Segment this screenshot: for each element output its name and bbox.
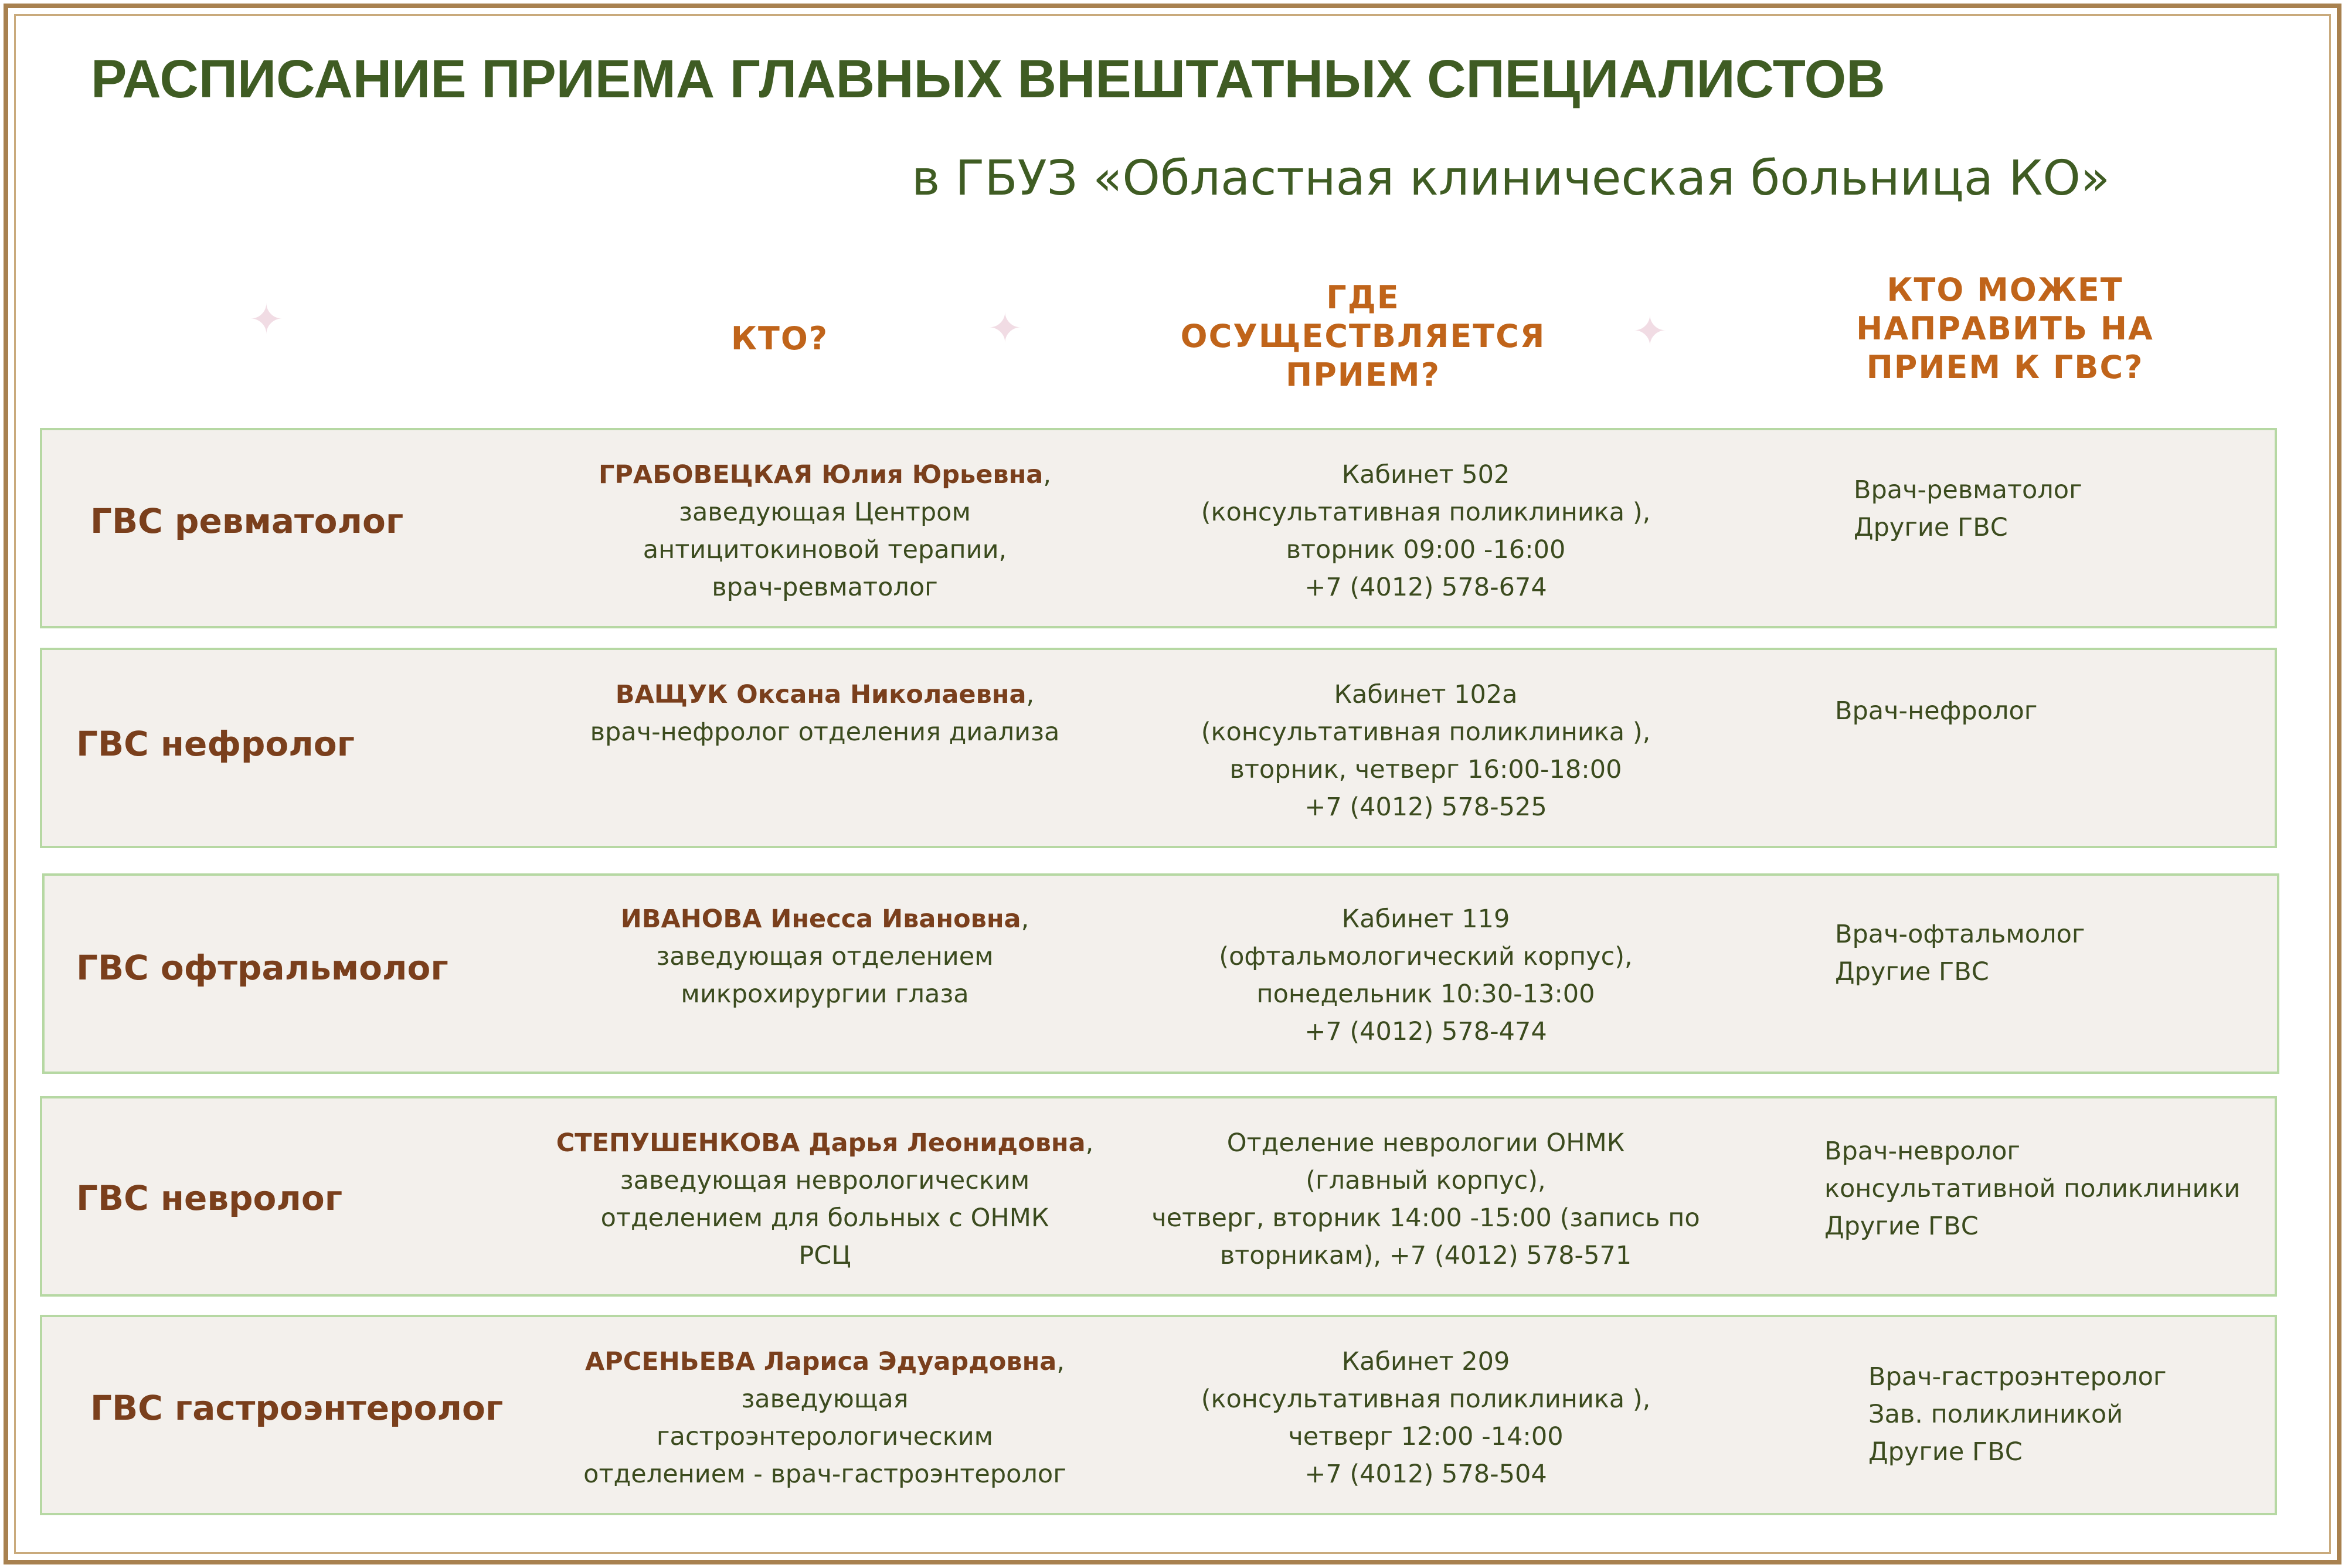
specialist-name: СТЕПУШЕНКОВА Дарья Леонидовна <box>556 1128 1086 1158</box>
specialist-info: СТЕПУШЕНКОВА Дарья Леонидовна, заведующая неврологическим отделением для больных с ОНМК РСЦ <box>556 1128 1094 1270</box>
specialist-role: ГВС нефролог <box>76 724 355 764</box>
column-header-where: ГДЕ ОСУЩЕСТВЛЯЕТСЯ ПРИЕМ? <box>1180 279 1546 393</box>
appointment-location: Отделение неврологии ОНМК (главный корпус), четверг, вторник 14:00 -15:00 (запись по вторникам), +7 (4012) 578-571 <box>1151 1128 1700 1270</box>
specialist-info: ВАЩУК Оксана Николаевна, врач-нефролог отделения диализа <box>590 680 1060 747</box>
specialist-role: ГВС ревматолог <box>90 501 404 541</box>
page-subtitle: в ГБУЗ «Областная клиническая больница КО» <box>912 151 2110 206</box>
referral-list: Врач-нефролог <box>1835 696 2038 726</box>
specialist-info: ГРАБОВЕЦКАЯ Юлия Юрьевна, заведующая Центром антицитокиновой терапии, врач-ревматолог <box>599 460 1051 602</box>
page-title: РАСПИСАНИЕ ПРИЕМА ГЛАВНЫХ ВНЕШТАТНЫХ СПЕЦИАЛИСТОВ <box>91 49 1885 109</box>
specialist-name: ИВАНОВА Инесса Ивановна <box>620 904 1021 934</box>
table-row <box>40 1096 2277 1297</box>
table-row <box>42 873 2279 1074</box>
sparkle-icon: ✦ <box>988 304 1022 352</box>
appointment-location: Кабинет 502 (консультативная поликлиника ), вторник 09:00 -16:00 +7 (4012) 578-674 <box>1201 460 1651 602</box>
referral-list: Врач-ревматолог Другие ГВС <box>1854 475 2082 542</box>
table-row <box>40 648 2277 848</box>
specialist-role: ГВС офтральмолог <box>76 948 448 988</box>
referral-list: Врач-офтальмолог Другие ГВС <box>1835 920 2085 987</box>
sparkle-icon: ✦ <box>249 295 284 343</box>
referral-list: Врач-гастроэнтеролог Зав. поликлиникой Другие ГВС <box>1868 1362 2167 1467</box>
appointment-location: Кабинет 119 (офтальмологический корпус), понедельник 10:30-13:00 +7 (4012) 578-474 <box>1219 904 1633 1046</box>
table-row <box>40 1315 2277 1515</box>
specialist-name: ГРАБОВЕЦКАЯ Юлия Юрьевна <box>599 460 1044 489</box>
specialist-info: АРСЕНЬЕВА Лариса Эдуардовна, заведующая гастроэнтерологическим отделением - врач-гастроэнтеролог <box>583 1347 1066 1489</box>
table-row <box>40 428 2277 628</box>
referral-list: Врач-невролог консультативной поликлиники Другие ГВС <box>1824 1137 2241 1241</box>
specialist-info: ИВАНОВА Инесса Ивановна, заведующая отделением микрохирургии глаза <box>620 904 1029 1009</box>
specialist-name: АРСЕНЬЕВА Лариса Эдуардовна <box>585 1347 1057 1376</box>
column-header-who: КТО? <box>730 320 829 357</box>
appointment-location: Кабинет 102а (консультативная поликлиника ), вторник, четверг 16:00-18:00 +7 (4012) 578-525 <box>1201 680 1651 822</box>
sparkle-icon: ✦ <box>1633 307 1667 355</box>
specialist-role: ГВС гастроэнтеролог <box>90 1388 504 1428</box>
appointment-location: Кабинет 209 (консультативная поликлиника ), четверг 12:00 -14:00 +7 (4012) 578-504 <box>1201 1347 1651 1489</box>
column-header-referral: КТО МОЖЕТ НАПРАВИТЬ НА ПРИЕМ К ГВС? <box>1856 271 2154 386</box>
specialist-name: ВАЩУК Оксана Николаевна <box>615 680 1027 709</box>
specialist-role: ГВС невролог <box>76 1178 343 1218</box>
